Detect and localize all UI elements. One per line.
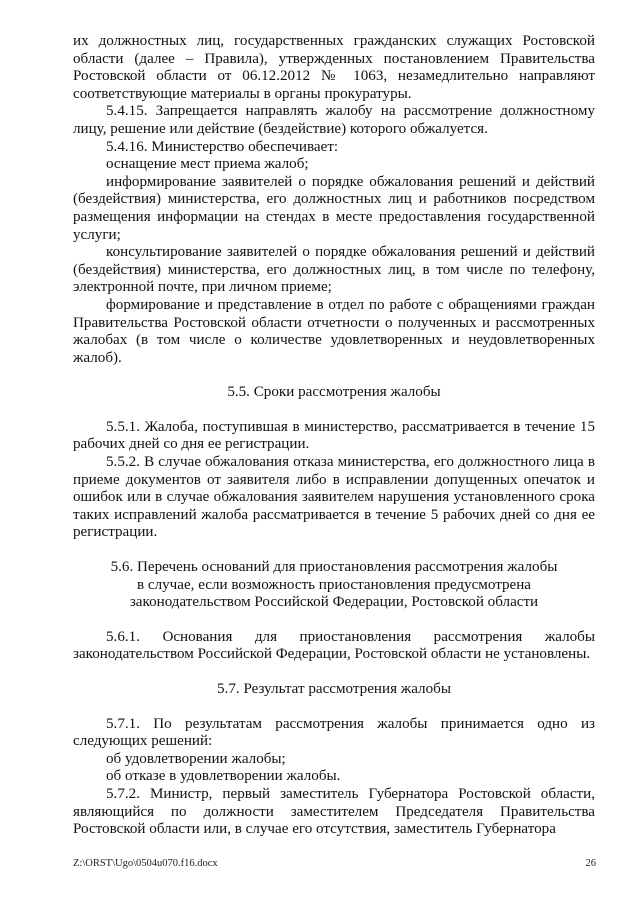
paragraph-5-7-2: 5.7.2. Министр, первый заместитель Губернатора Ростовской области, являющийся по должности заместителем Председателя Правительства Ростовской области или, в случае его отсутствия, заместитель Губернатора <box>73 785 595 838</box>
section-heading-5-6-line-1: 5.6. Перечень оснований для приостановления рассмотрения жалобы <box>110 559 558 576</box>
section-heading-5-7: 5.7. Результат рассмотрения жалобы <box>217 681 451 697</box>
list-item-equipment: оснащение мест приема жалоб; <box>106 156 309 173</box>
section-heading-5-6-line-3: законодательством Российской Федерации, Ростовской области <box>129 594 539 611</box>
paragraph-5-6-1: 5.6.1. Основания для приостановления рассмотрения жалобы законодательством Российской Федерации, Ростовской области не установлены. <box>73 628 595 663</box>
document-body <box>73 33 595 839</box>
list-item-satisfy: об удовлетворении жалобы; <box>106 750 286 767</box>
list-item-consulting: консультирование заявителей о порядке обжалования решений и действий (бездействия) министерства, его должностных лиц, в том числе по телефону, электронной почте, при личном приеме; <box>73 244 595 296</box>
list-item-informing: информирование заявителей о порядке обжалования решений и действий (бездействия) министерства, его должностных лиц и работников посредством размещения информации на стендах в месте предоставления государственной услуги; <box>73 173 595 243</box>
paragraph-5-4-16: 5.4.16. Министерство обеспечивает: <box>106 138 339 155</box>
list-item-refuse: об отказе в удовлетворении жалобы. <box>106 768 341 785</box>
list-item-reporting: формирование и представление в отдел по работе с обращениями граждан Правительства Ростовской области отчетности о полученных и рассмотренных жалобах (в том числе о количестве удовлетворенных и неудовлетворенных жалоб). <box>73 296 595 366</box>
paragraph-continuation: их должностных лиц, государственных гражданских служащих Ростовской области (далее – Правила), утвержденных постановлением Правительства Ростовской области от 06.12.2012 № 1063, незамедлительно направляют соответствующие материалы в органы прокуратуры. <box>73 33 595 102</box>
footer-file-path: Z:\ORST\Ugo\0504u070.f16.docx <box>73 858 218 869</box>
section-heading-5-6-line-2: в случае, если возможность приостановления предусмотрена <box>136 576 531 593</box>
paragraph-5-5-2: 5.5.2. В случае обжалования отказа министерства, его должностного лица в приеме документов от заявителя либо в исправлении допущенных опечаток и ошибок или в случае обжалования заявителем нарушения установленного срока таких исправлений жалоба рассматривается в течение 5 рабочих дней со дня ее регистрации. <box>73 454 595 541</box>
footer-page-number: 26 <box>585 858 596 869</box>
paragraph-5-5-1: 5.5.1. Жалоба, поступившая в министерство, рассматривается в течение 15 рабочих дней со дня ее регистрации. <box>73 418 595 453</box>
section-heading-5-5: 5.5. Сроки рассмотрения жалобы <box>227 384 441 401</box>
paragraph-5-4-15: 5.4.15. Запрещается направлять жалобу на рассмотрение должностному лицу, решение или действие (бездействие) которого обжалуется. <box>73 103 595 137</box>
paragraph-5-7-1: 5.7.1. По результатам рассмотрения жалобы принимается одно из следующих решений: <box>73 715 595 750</box>
